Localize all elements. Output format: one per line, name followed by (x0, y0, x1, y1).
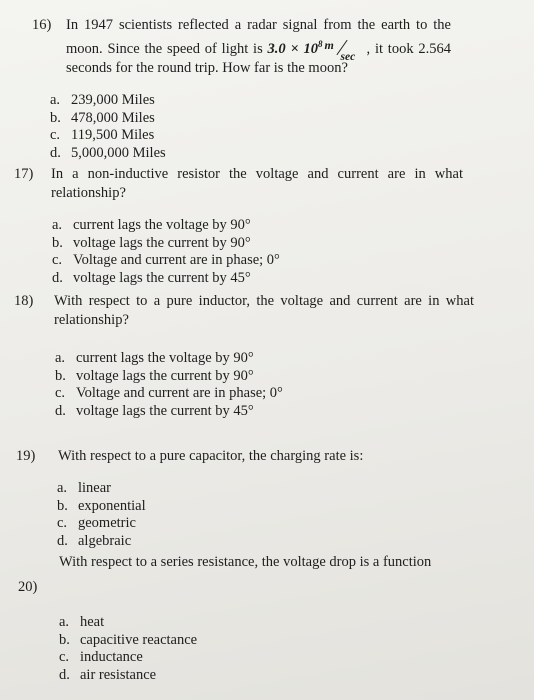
question-19 (16, 447, 436, 467)
question-text-line: seconds for the round trip. How far is the moon? (66, 59, 348, 76)
option-a: a. current lags the voltage by 90° (52, 217, 251, 233)
question-16 (32, 16, 452, 76)
option-a: a. linear (57, 480, 112, 496)
speed-of-light: $3.0 \times 10^8$ (267, 39, 323, 57)
unit-fraction: m sec (324, 37, 356, 63)
option-b: b. capacitive reactance (59, 631, 198, 648)
question-text: In 1947 scientists reflected a radar signal from the earth to the moon. Since the speed of light is $3.0 \times 10^8$ m sec , it took 2.564 seconds for the round trip. How far is the moon? (66, 17, 452, 76)
question-text: With respect to a pure inductor, the voltage and current are in what relationship? (54, 293, 474, 328)
question-text-line: In 1947 scientists reflected a radar signal from the earth to the moon. Since the speed of light is (66, 17, 451, 57)
question-18 (14, 292, 474, 332)
option-b: b. exponential (57, 497, 146, 514)
option-a: a. 239,000 Miles (50, 92, 155, 108)
question-number: 20) (18, 579, 38, 595)
option-b: b. voltage lags the current by 90° (55, 367, 254, 384)
option-d: d. voltage lags the current by 45° (55, 402, 254, 419)
question-text: With respect to a pure capacitor, the charging rate is: (58, 448, 364, 464)
option-b: b. 478,000 Miles (50, 109, 155, 126)
options-20 (59, 614, 197, 684)
question-number: 18) (14, 293, 34, 309)
option-d: d. air resistance (59, 666, 157, 683)
options-16 (50, 92, 166, 162)
option-c: c. Voltage and current are in phase; 0° (52, 252, 280, 269)
options-19 (57, 480, 146, 550)
option-a: a. heat (59, 614, 105, 630)
option-c: c. geometric (57, 515, 136, 532)
option-d: d. algebraic (57, 532, 132, 549)
option-d: d. 5,000,000 Miles (50, 144, 166, 161)
options-17 (52, 217, 280, 287)
option-b: b. voltage lags the current by 90° (52, 234, 251, 251)
question-number: 19) (16, 448, 36, 464)
option-d: d. voltage lags the current by 45° (52, 269, 251, 286)
question-text: With respect to a series resistance, the voltage drop is a function (59, 554, 432, 570)
question-number: 16) (32, 17, 52, 33)
options-18 (55, 350, 283, 420)
option-c: c. 119,500 Miles (50, 127, 155, 144)
question-20 (18, 553, 478, 593)
question-text: In a non-inductive resistor the voltage and current are in what relationship? (51, 166, 463, 201)
question-number: 17) (14, 166, 34, 182)
question-17 (14, 165, 466, 205)
option-a: a. current lags the voltage by 90° (55, 350, 254, 366)
option-c: c. inductance (59, 649, 143, 666)
option-c: c. Voltage and current are in phase; 0° (55, 385, 283, 402)
